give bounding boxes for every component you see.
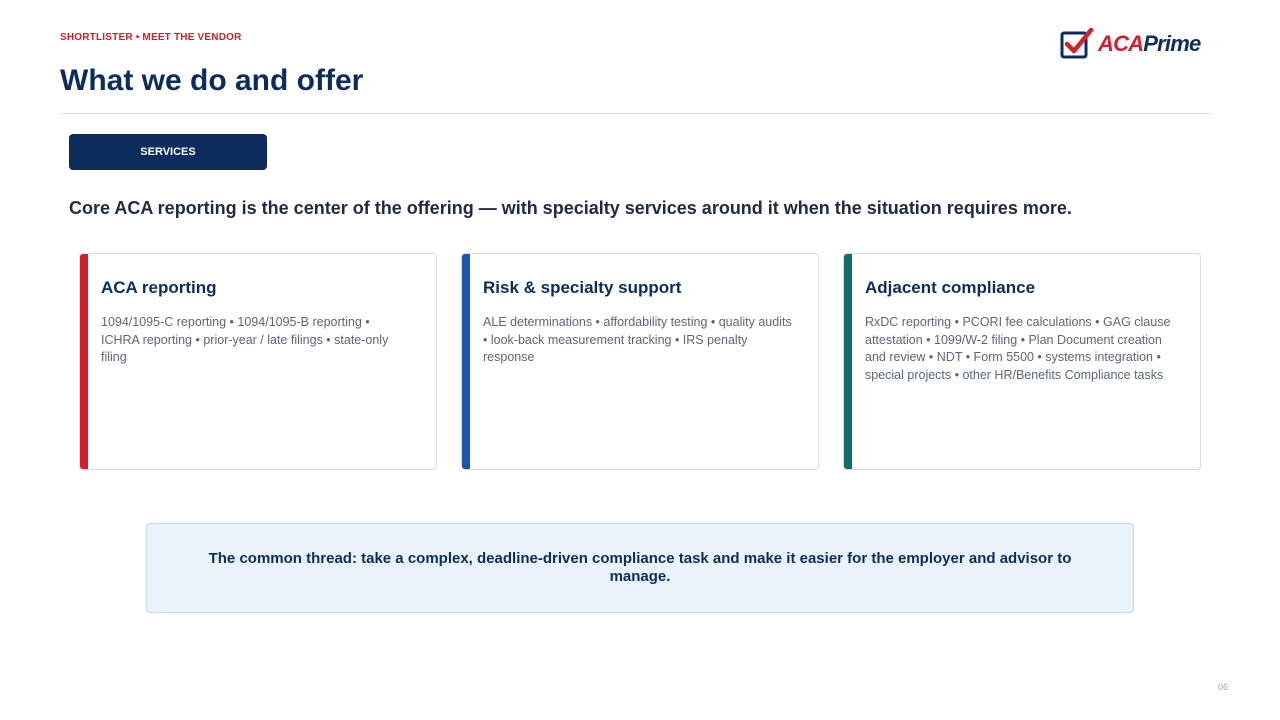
card-title: ACA reporting [101,278,217,297]
service-card-aca-reporting [79,253,437,470]
card-accent-bar [844,254,852,469]
header-divider [60,113,1212,114]
card-accent-bar [462,254,470,469]
service-card-adjacent-compliance [843,253,1201,470]
lead-statement: Core ACA reporting is the center of the offering — with specialty services around it when the situation requires more. [69,198,1072,218]
section-pill: SERVICES [69,134,267,170]
company-logo [1060,26,1210,62]
page-title: What we do and offer [60,64,364,97]
card-body: ALE determinations • affordability testing • quality audits • look-back measurement tracking • IRS penalty response [483,315,792,364]
page-number: 06 [1217,682,1228,692]
card-title: Risk & specialty support [483,278,682,297]
logo-text-aca: ACA [1098,31,1144,56]
card-accent-bar [80,254,88,469]
logo-text-prime: Prime [1143,31,1201,56]
common-thread-callout: The common thread: take a complex, deadline-driven compliance task and make it easier for the employer and advisor to manage. [146,523,1134,613]
logo-wordmark [1098,33,1200,55]
card-body: RxDC reporting • PCORI fee calculations • GAG clause attestation • 1099/W-2 filing • Plan Document creation and review • NDT • Form 5500 • systems integration • special projects • other HR/Benefits Compliance tasks [865,315,1171,382]
checkbox-check-icon [1060,27,1094,61]
card-body: 1094/1095-C reporting • 1094/1095-B reporting • ICHRA reporting • prior-year / late filings • state-only filing [101,315,389,364]
card-title: Adjacent compliance [865,278,1036,297]
service-card-risk-specialty [461,253,819,470]
eyebrow-label: SHORTLISTER • MEET THE VENDOR [60,32,242,43]
